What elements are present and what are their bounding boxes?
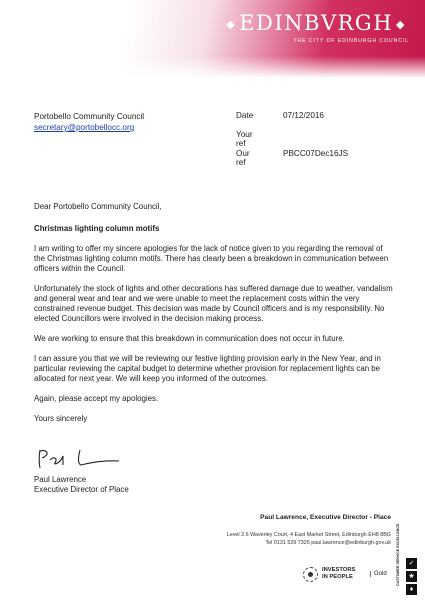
cse-award-icon: ✓ bbox=[406, 558, 417, 569]
date-value: 07/12/2016 bbox=[283, 111, 324, 120]
footer-address bbox=[227, 532, 391, 547]
cse-award-icon: ♦ bbox=[406, 584, 417, 595]
recipient-email-link[interactable]: secretary@portobellocc.org bbox=[34, 123, 135, 132]
header-fade bbox=[0, 56, 425, 78]
customer-service-excellence-logo bbox=[393, 523, 401, 591]
signatory-title: Executive Director of Place bbox=[34, 485, 129, 494]
iip-text: INVESTORS IN PEOPLE bbox=[322, 567, 356, 580]
paragraph: We are working to ensure that this breakdown in communication does not occur in future. bbox=[34, 334, 345, 343]
logo-diamond-icon: ◆ bbox=[396, 17, 406, 31]
paragraph: I am writing to offer my sincere apologies for the lack of notice given to you regarding the removal of the Christmas lighting column motifs. There has clearly been a breakdown in communication between officers within the Council. bbox=[34, 244, 389, 273]
signatory-name: Paul Lawrence bbox=[34, 475, 87, 484]
paragraph: Again, please accept my apologies. bbox=[34, 394, 159, 403]
paragraph: I can assure you that we will be reviewing our festive lighting provision early in the New Year, and in particular reviewing the capital budget to determine whether provision for replacement lights can be allocated for next year. We will keep you informed of the outcomes. bbox=[34, 354, 381, 383]
council-logo bbox=[223, 12, 409, 44]
date-label: Date bbox=[236, 111, 254, 120]
cse-award-icon: ★ bbox=[406, 571, 417, 582]
footer-address-line: Level 2.6 Waverley Court, 4 East Market Street, Edinburgh EH8 8BG bbox=[226, 532, 391, 538]
recipient-name: Portobello Community Council bbox=[34, 112, 145, 121]
our-ref-value: PBCC07Dec16JS bbox=[283, 149, 349, 158]
salutation: Dear Portobello Community Council, bbox=[34, 202, 162, 211]
letter-body bbox=[34, 202, 394, 434]
signatory-block bbox=[34, 475, 129, 495]
investors-in-people-icon bbox=[303, 567, 318, 582]
logo-subtitle: THE CITY OF EDINBURGH COUNCIL bbox=[293, 37, 409, 44]
logo-wordmark: ◆ EDINBVRGH ◆ bbox=[226, 11, 406, 35]
footer-contact-line: Tel 0131 529 7325 paul.lawrence@edinburgh.gov.uk bbox=[265, 539, 391, 546]
paragraph: Unfortunately the stock of lights and other decorations has suffered damage due to weather, vandalism and general wear and tear and we were unable to meet the replacement costs within the very constrained revenue budget. This decision was made by Council officers and is my responsibility. No elected Councillors were involved in the decision making process. bbox=[34, 284, 393, 323]
our-ref-label: Our ref bbox=[236, 149, 250, 167]
footer-name: Paul Lawrence, Executive Director - Place bbox=[260, 514, 391, 521]
recipient-block bbox=[34, 111, 144, 133]
letter-subject: Christmas lighting column motifs bbox=[34, 224, 160, 233]
header-band bbox=[0, 0, 425, 78]
your-ref-label: Your ref bbox=[236, 130, 253, 148]
iip-level: Gold bbox=[370, 571, 387, 577]
cse-label: CUSTOMER SERVICE EXCELLENCE bbox=[396, 523, 400, 586]
signature-image bbox=[34, 446, 134, 472]
closing: Yours sincerely bbox=[34, 414, 88, 423]
logo-diamond-icon: ◆ bbox=[226, 17, 237, 31]
